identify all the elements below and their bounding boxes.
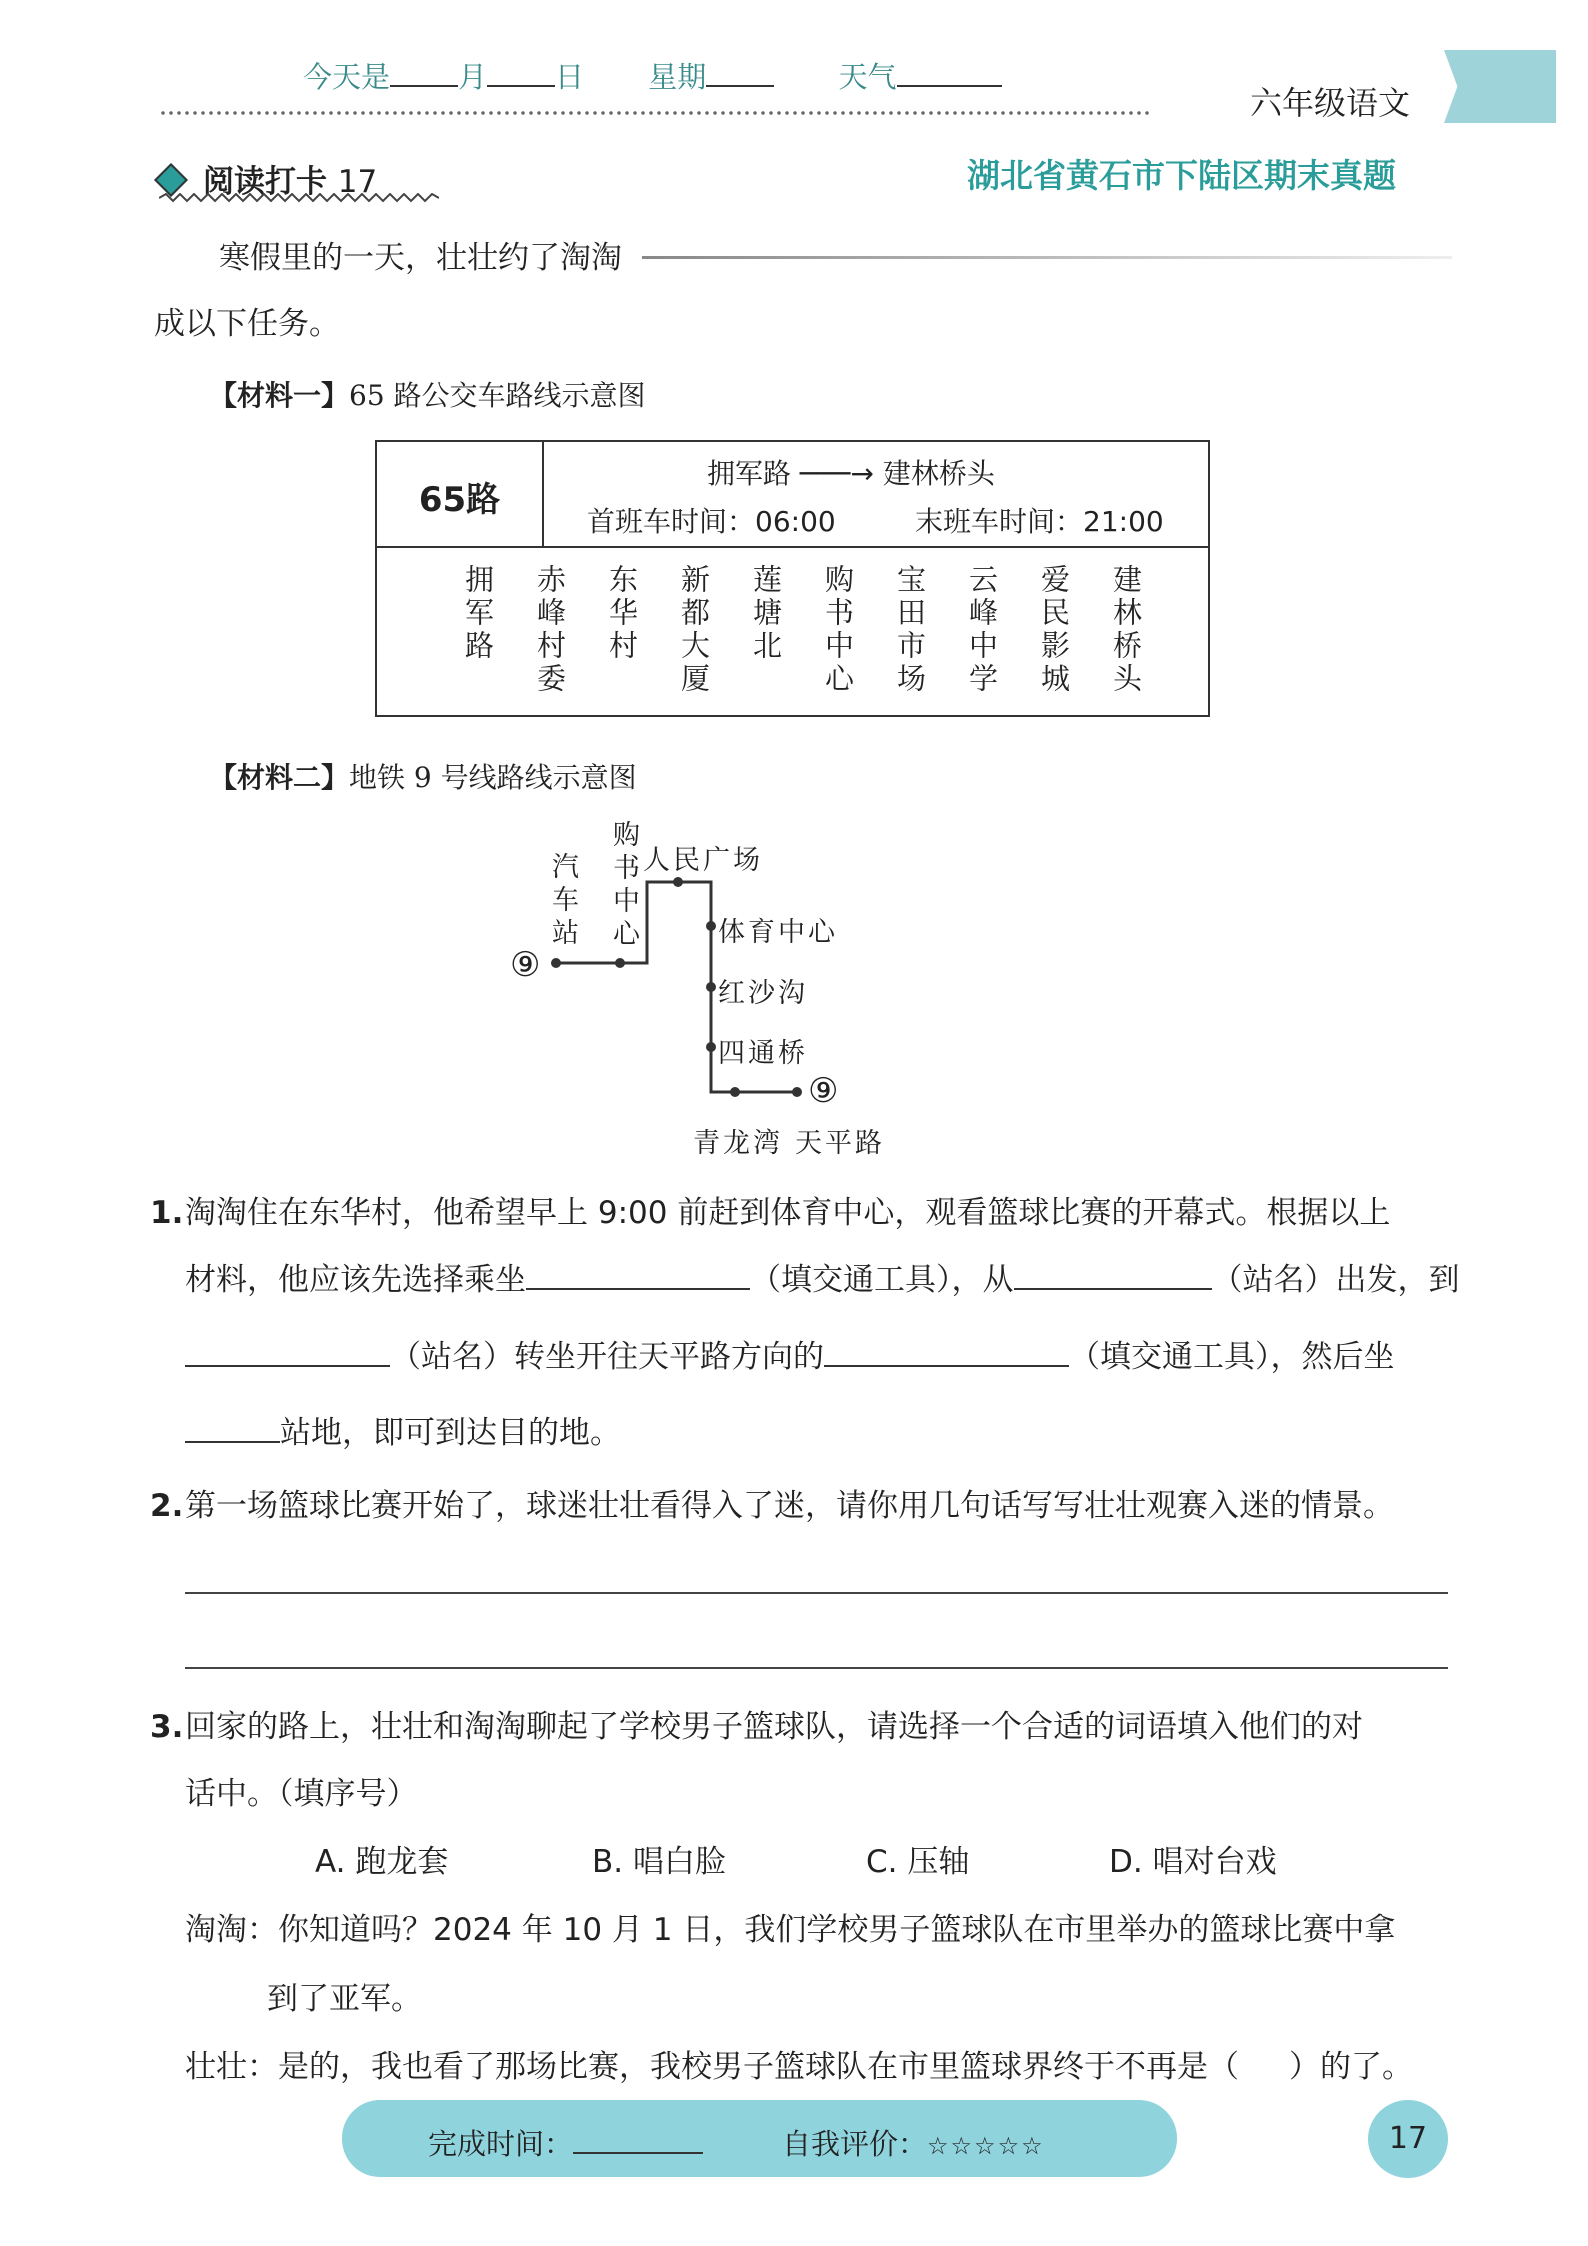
- q1-text: （站名）出发，到: [1211, 1262, 1460, 1298]
- star-rating[interactable]: ☆☆☆☆☆: [927, 2132, 1045, 2160]
- subway-station-label: 人民广场: [643, 845, 763, 876]
- bus-station: 东华村: [605, 564, 639, 663]
- time-blank[interactable]: [573, 2124, 703, 2154]
- bus-station: 云峰中学: [965, 564, 999, 696]
- station-dot: [706, 1042, 716, 1052]
- q1-text: （填交通工具），从: [750, 1262, 1014, 1298]
- bus-station: 购书中心: [821, 564, 855, 696]
- line9-end-icon: ⑨: [808, 1071, 839, 1111]
- q2-number: 2.: [150, 1488, 184, 1524]
- q2-text: 第一场篮球比赛开始了，球迷壮壮看得入了迷，请你用几句话写写壮壮观赛入迷的情景。: [185, 1488, 1394, 1524]
- subway-station-label: 购书中心: [608, 820, 639, 952]
- line9-start-icon: ⑨: [510, 945, 541, 985]
- material2-title: 地铁 9 号线路线示意图: [349, 761, 637, 794]
- self-evaluation: [782, 2122, 1045, 2163]
- grade-label: 六年级语文: [1250, 84, 1411, 122]
- q1-text: 材料，他应该先选择乘坐: [185, 1262, 526, 1298]
- station-dot: [706, 982, 716, 992]
- q1-blank-stops[interactable]: [185, 1413, 280, 1443]
- subway-station-label: 四通桥: [718, 1038, 808, 1069]
- option-d: D. 唱对台戏: [1109, 1844, 1277, 1880]
- completion-time: [428, 2122, 703, 2163]
- eval-label: 自我评价：: [782, 2127, 928, 2161]
- route-to: 建林桥头: [882, 457, 995, 490]
- bus-station: 爱民影城: [1037, 564, 1071, 696]
- route-number: 65路: [418, 480, 501, 520]
- q3-line1: 回家的路上，壮壮和淘淘聊起了学校男子篮球队，请选择一个合适的词语填入他们的对: [185, 1709, 1363, 1745]
- month-label: 月: [458, 60, 488, 94]
- material1-title: 65 路公交车路线示意图: [349, 379, 646, 412]
- bus-station: 赤峰村委: [533, 564, 567, 696]
- q1-line1: 淘淘住在东华村，他希望早上 9:00 前赶到体育中心，观看篮球比赛的开幕式。根据以上: [185, 1195, 1391, 1231]
- q1-line2: [185, 1260, 1460, 1300]
- day-label: 日: [555, 60, 585, 94]
- dialogue-taotao: 淘淘：你知道吗？2024 年 10 月 1 日，我们学校男子篮球队在市里举办的篮球比赛中拿: [185, 1912, 1396, 1948]
- bus-station: 新都大厦: [677, 564, 711, 696]
- section-title-text: 阅读打卡: [203, 164, 327, 200]
- q1-blank-start-station[interactable]: [1014, 1260, 1212, 1290]
- dialogue-text: 壮壮：是的，我也看了那场比赛，我校男子篮球队在市里篮球界终于不再是（: [185, 2049, 1239, 2085]
- subway-station-label: 体育中心: [718, 917, 838, 948]
- bus-station: 建林桥头: [1109, 564, 1143, 696]
- subway-station-label: 天平路: [795, 1128, 885, 1159]
- q1-blank-transfer-station[interactable]: [185, 1337, 390, 1367]
- station-dot: [730, 1087, 740, 1097]
- q1-number: 1.: [150, 1195, 184, 1231]
- subway-station-label: 青龙湾: [693, 1128, 783, 1159]
- dialogue-zhuangzhuang: [185, 2047, 1413, 2087]
- last-bus-time: 末班车时间：21:00: [915, 505, 1164, 538]
- dialogue-taotao-cont: 到了亚军。: [267, 1981, 422, 2017]
- station-dot: [615, 958, 625, 968]
- arrow-icon: ───→: [799, 457, 874, 490]
- bus-station: 莲塘北: [749, 564, 783, 663]
- source-title: 湖北省黄石市下陆区期末真题: [967, 156, 1396, 195]
- weather-label: 天气: [838, 60, 897, 94]
- q3-line2: 话中。（填序号）: [185, 1776, 418, 1812]
- q1-line4: [185, 1413, 621, 1453]
- station-dot: [706, 921, 716, 931]
- q1-blank-vehicle1[interactable]: [526, 1260, 750, 1290]
- dialogue-text: ）的了。: [1289, 2049, 1413, 2085]
- first-bus-time: 首班车时间：06:00: [587, 505, 836, 538]
- material1-label: 【材料一】: [209, 379, 350, 412]
- q1-line3: [185, 1337, 1395, 1377]
- route-from: 拥军路: [707, 457, 792, 490]
- subway-station-label: 红沙沟: [718, 978, 808, 1009]
- station-dot: [551, 958, 561, 968]
- answer-line[interactable]: [185, 1592, 1448, 1594]
- station-dot: [673, 877, 683, 887]
- intro-line2: 成以下任务。: [154, 306, 340, 342]
- section-number: 17: [337, 164, 378, 200]
- bus-station: 拥军路: [461, 564, 495, 663]
- q1-blank-vehicle2[interactable]: [824, 1337, 1069, 1367]
- subway-station-label: 汽车站: [547, 852, 578, 951]
- option-c: C. 压轴: [866, 1844, 970, 1880]
- page-number: 17: [1368, 2100, 1448, 2178]
- station-dot: [792, 1087, 802, 1097]
- material2-label: 【材料二】: [209, 761, 350, 794]
- q3-number: 3.: [150, 1709, 184, 1745]
- option-b: B. 唱白脸: [592, 1844, 726, 1880]
- today-label: 今天是: [303, 60, 391, 94]
- q1-text: （填交通工具），然后坐: [1069, 1339, 1395, 1375]
- bus-station: 宝田市场: [893, 564, 927, 696]
- answer-line[interactable]: [185, 1667, 1448, 1669]
- q1-text: （站名）转坐开往天平路方向的: [390, 1339, 824, 1375]
- intro-line1: 寒假里的一天，壮壮约了淘淘: [219, 240, 622, 276]
- option-a: A. 跑龙套: [315, 1844, 449, 1880]
- weekday-label: 星期: [648, 60, 707, 94]
- time-label: 完成时间：: [428, 2127, 574, 2161]
- q1-text: 站地，即可到达目的地。: [280, 1415, 621, 1451]
